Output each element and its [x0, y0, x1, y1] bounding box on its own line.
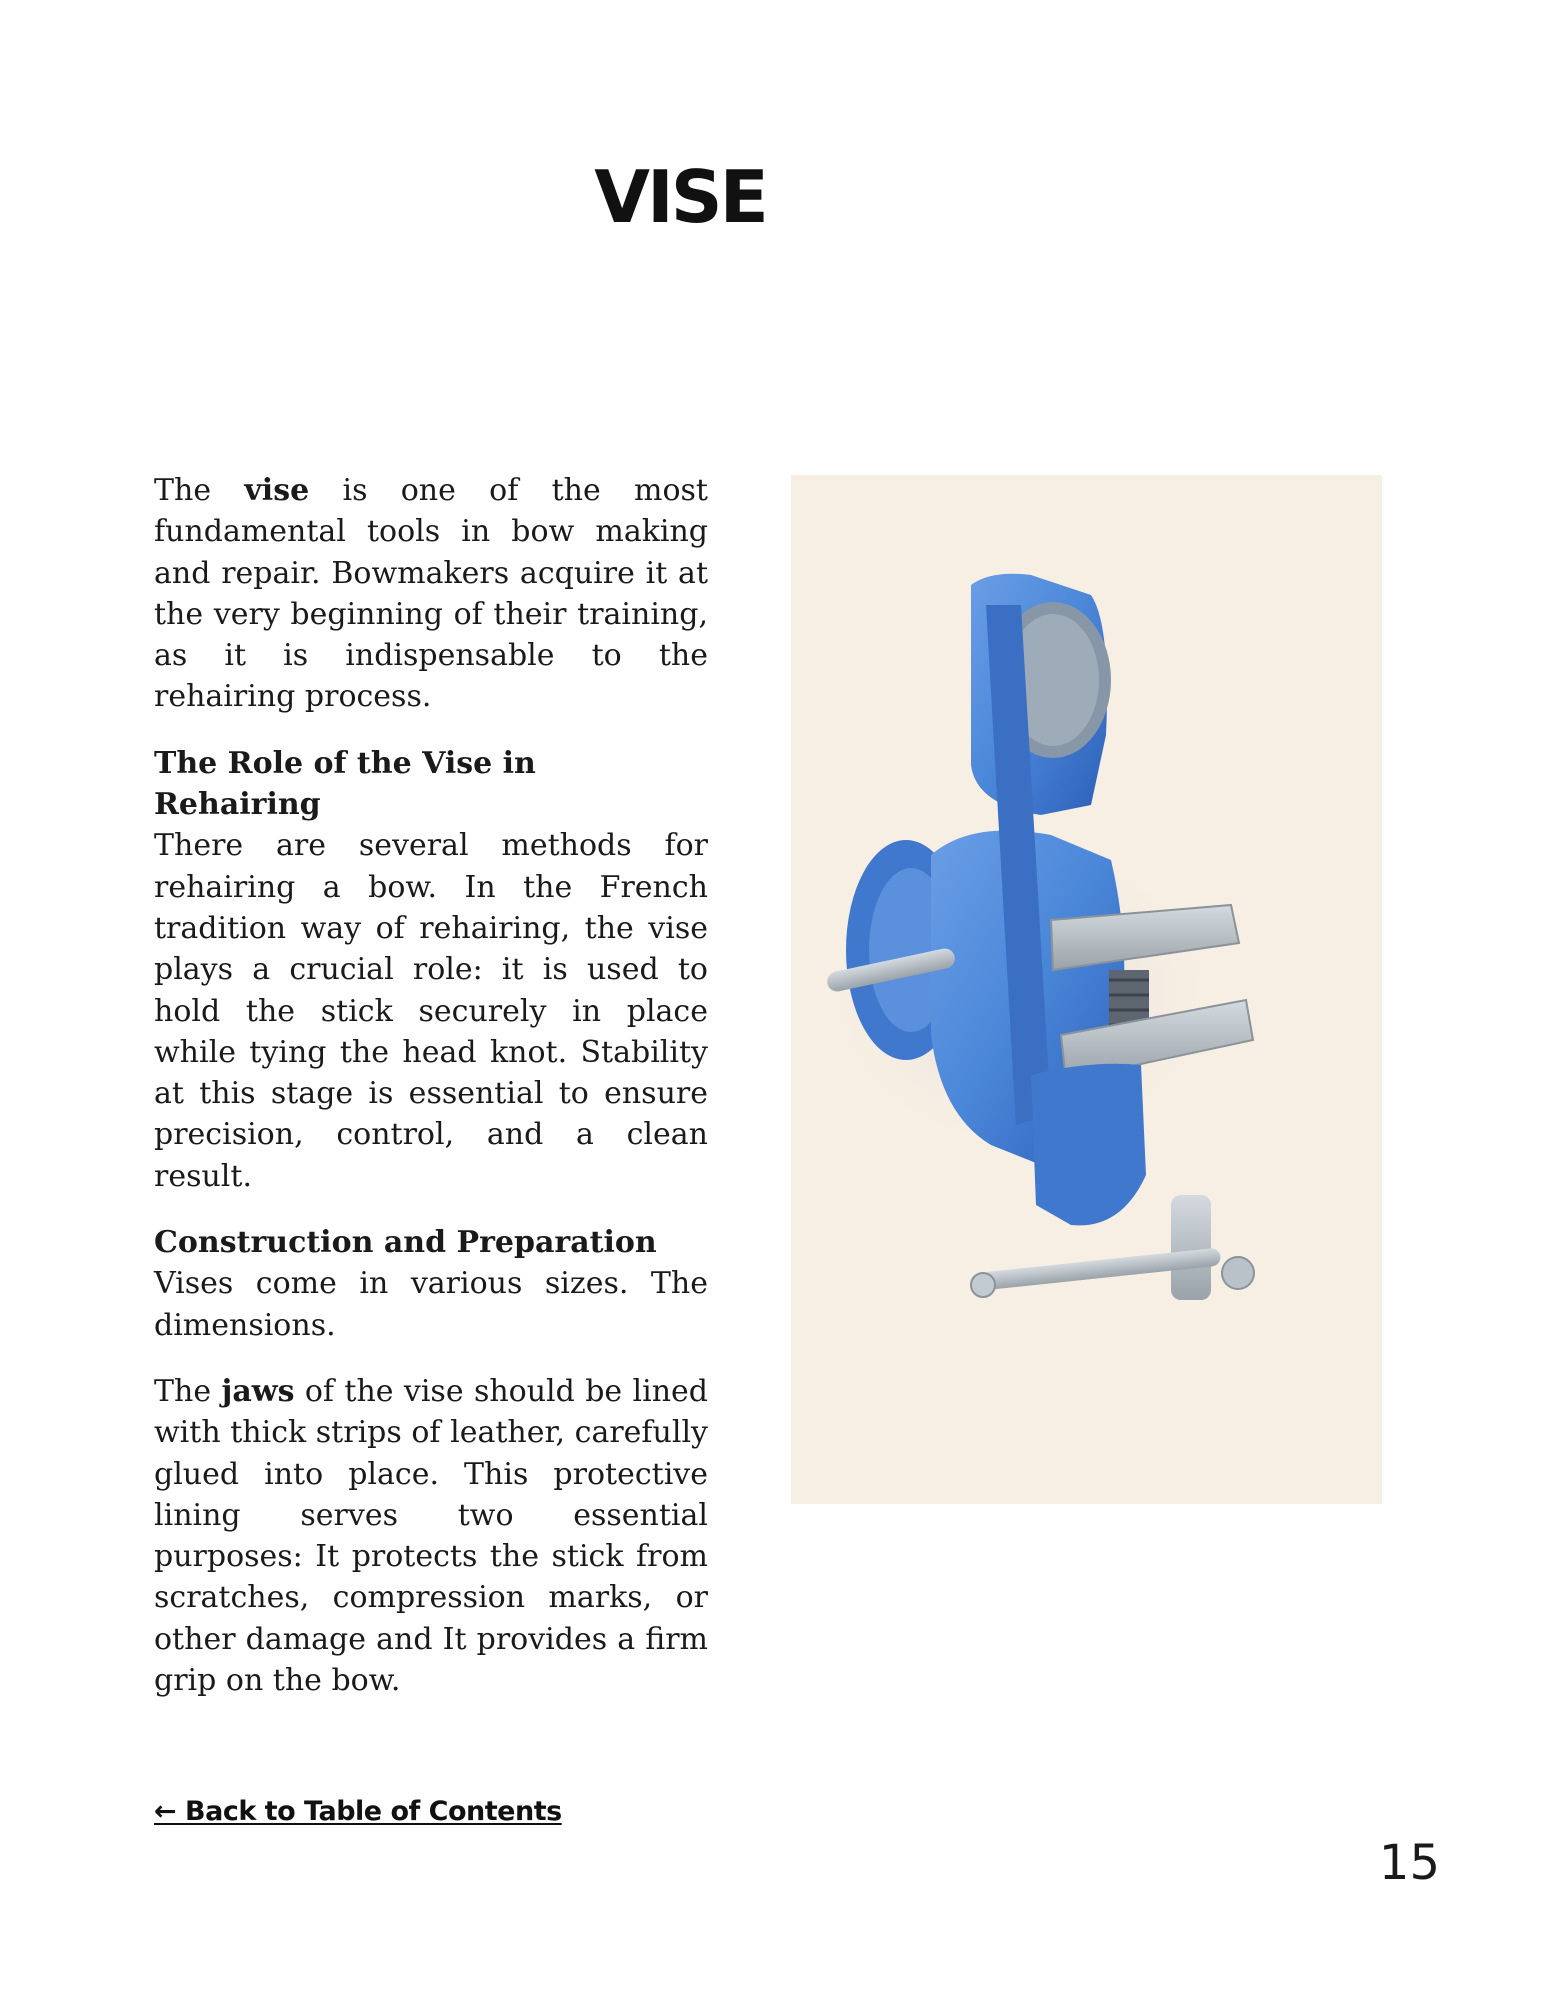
vise-watercolor-drawing [791, 475, 1382, 1504]
vise-handle-end [971, 1273, 995, 1297]
body-text-column [154, 470, 708, 1701]
vise-lower-body [1031, 1064, 1146, 1226]
role-heading: The Role of the Vise in Rehairing [154, 745, 536, 823]
spacer [154, 1346, 708, 1371]
jaws-paragraph [154, 1371, 708, 1701]
intro-bold-term: vise [244, 473, 310, 508]
role-paragraph: There are several methods for rehairing a bow. In the French tradition way of rehairing, the vise plays a crucial role: it is used to hold the stick securely in place while tying the head knot. Stability at this stage is essential to ensure precision, control, and a clean result. [154, 828, 708, 1194]
vise-handle-knob [1222, 1257, 1254, 1289]
construction-paragraph: Vises come in various sizes. The dimensions. [154, 1266, 708, 1343]
intro-paragraph [154, 470, 708, 718]
vise-spindle [1171, 1195, 1211, 1300]
vise-illustration [791, 475, 1382, 1504]
jaws-lead: The [154, 1373, 222, 1409]
jaws-bold-term: jaws [221, 1373, 295, 1409]
intro-rest: is one of the most fundamental tools in bow making and repair. Bowmakers acquire it at the very beginning of their training, as it is indispensable to the rehairing process. [154, 473, 708, 715]
back-to-toc-link[interactable]: ← Back to Table of Contents [154, 1796, 562, 1827]
jaws-rest: of the vise should be lined with thick strips of leather, carefully glued into place. This protective lining serves two essential purposes: It protects the stick from scratches, compression marks, or other damage and It provides a firm grip on the bow. [154, 1373, 709, 1699]
spacer [154, 1197, 708, 1222]
page-number: 15 [1378, 1835, 1440, 1891]
construction-heading: Construction and Preparation [154, 1225, 657, 1261]
spacer [154, 718, 708, 743]
page-title: VISE [594, 155, 766, 239]
intro-lead: The [154, 473, 245, 508]
